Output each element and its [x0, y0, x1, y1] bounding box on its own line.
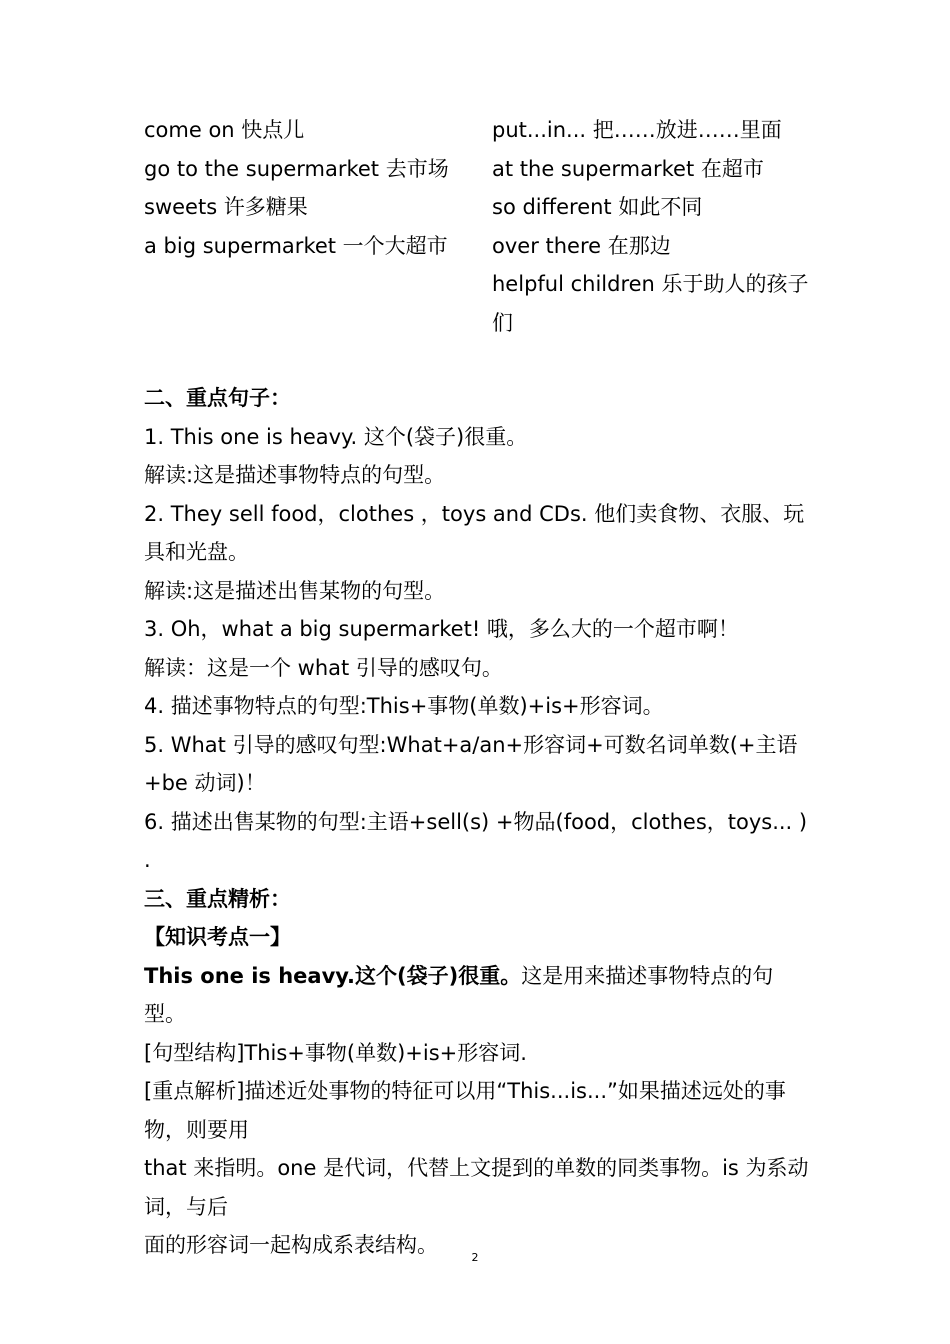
knowledge-point-heading: 【知识考点一】: [144, 925, 291, 949]
document-body: [144, 379, 814, 1265]
vocabulary-column-right: [492, 111, 812, 342]
vocab-item: come on 快点儿: [144, 118, 305, 142]
vocab-item: a big supermarket 一个大超市: [144, 233, 448, 258]
paragraph: 4. 描述事物特点的句型:This+事物(单数)+is+形容词。: [144, 694, 664, 718]
paragraph: 解读：这是一个 what 引导的感叹句。: [144, 655, 503, 680]
sentence-structure: [句型结构]This+事物(单数)+is+形容词.: [144, 1040, 527, 1065]
paragraph: 3. Oh，what a big supermarket! 哦，多么大的一个超市啊！: [144, 617, 739, 641]
vocab-item: over there 在那边: [492, 233, 671, 258]
paragraph: 2. They sell food，clothes ，toys and CDs. 他们卖食物、衣服、玩具和光盘。: [144, 501, 805, 564]
page-number: 2: [471, 1251, 479, 1264]
paragraph: 5. What 引导的感叹句型:What+a/an+形容词+可数名词单数(+主语+be 动词)！: [144, 732, 798, 795]
paragraph: 解读:这是描述事物特点的句型。: [144, 463, 446, 487]
vocab-item: at the supermarket 在超市: [492, 156, 764, 181]
key-sentence: [144, 957, 814, 1034]
vocab-item: go to the supermarket 去市场: [144, 156, 449, 181]
vocab-item: put...in... 把……放进……里面: [492, 118, 782, 142]
key-sentence-rest: 这是用来描述事物特点的句型。: [144, 963, 774, 1026]
key-sentence-bold: This one is heavy.这个(袋子)很重。: [144, 963, 522, 988]
paragraph: 解读:这是描述出售某物的句型。: [144, 578, 446, 603]
vocabulary-column-left: [144, 111, 449, 342]
analysis-paragraph: [重点解析]描述近处事物的特征可以用“This...is...”如果描述远处的事物，则要用: [144, 1079, 786, 1142]
analysis-paragraph: that 来指明。one 是代词，代替上文提到的单数的同类事物。is 为系动词，与后: [144, 1156, 809, 1219]
vocab-item: sweets 许多糖果: [144, 195, 308, 219]
section-heading-key-sentences: 二、重点句子：: [144, 386, 291, 410]
paragraph: 1. This one is heavy. 这个(袋子)很重。: [144, 424, 528, 449]
vocab-item: so different 如此不同: [492, 195, 703, 219]
analysis-paragraph: 面的形容词一起构成系表结构。: [144, 1233, 438, 1257]
paragraph: 6. 描述出售某物的句型:主语+sell(s) +物品(food，clothes，toys... ) .: [144, 809, 808, 872]
section-heading-key-analysis: 三、重点精析：: [144, 886, 291, 911]
vocab-item: helpful children 乐于助人的孩子们: [492, 272, 809, 335]
vocabulary-list: [144, 111, 824, 342]
